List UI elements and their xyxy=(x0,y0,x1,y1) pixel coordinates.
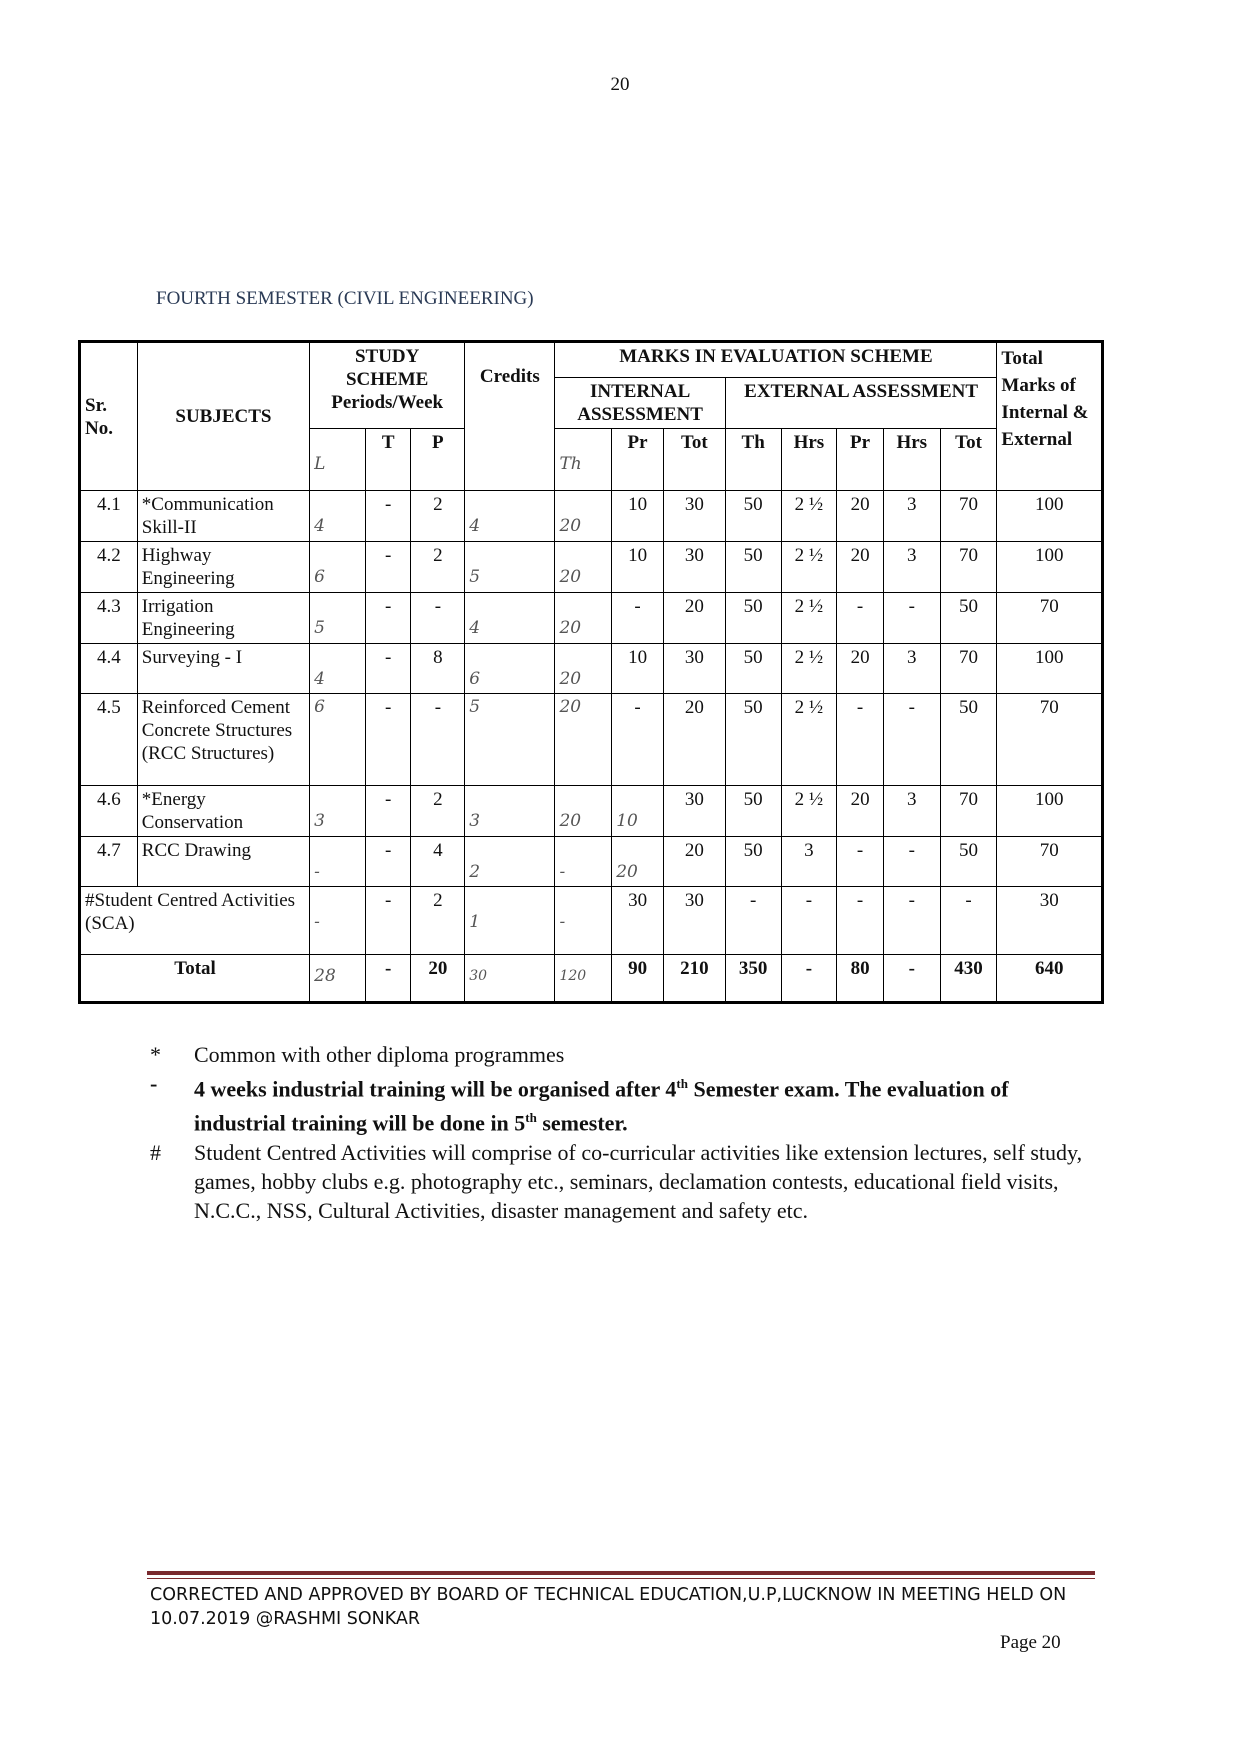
cell-int-pr: 10 xyxy=(612,491,664,542)
cell-ext-pr: 20 xyxy=(837,491,884,542)
sca-credits: 1 xyxy=(469,912,481,932)
sca-ext-hrs-2: - xyxy=(883,887,940,955)
cell-ext-tot: 50 xyxy=(940,593,997,644)
note-symbol: * xyxy=(150,1042,161,1067)
cell-P: 2 xyxy=(411,491,465,542)
cell-int-pr: 10 xyxy=(612,644,664,694)
cell-sr: 4.6 xyxy=(80,786,138,837)
note-training xyxy=(150,1069,1090,1138)
cell-L: 4 xyxy=(314,516,325,536)
total-int-tot: 210 xyxy=(663,955,725,1003)
cell-int-tot: 20 xyxy=(663,694,725,786)
cell-ext-hrs2: - xyxy=(883,694,940,786)
cell-ext-tot: 70 xyxy=(940,786,997,837)
cell-int-th: 20 xyxy=(559,618,582,638)
note-sca xyxy=(150,1138,1090,1225)
cell-int-tot: 30 xyxy=(663,786,725,837)
cell-ext-tot: 70 xyxy=(940,542,997,593)
cell-int-th: 20 xyxy=(559,669,582,689)
total-row xyxy=(80,955,1103,1003)
cell-int-th: 20 xyxy=(559,567,582,587)
footer-text: CORRECTED AND APPROVED BY BOARD OF TECHNICAL EDUCATION,U.P,LUCKNOW IN MEETING HELD ON 10.07.2019 @RASHMI SONKAR xyxy=(150,1585,1067,1629)
cell-sr: 4.1 xyxy=(80,491,138,542)
cell-T: - xyxy=(365,837,411,887)
cell-int-pr: 20 xyxy=(616,862,638,882)
total-l: 28 xyxy=(314,966,336,986)
cell-ext-hrs1: 2 ½ xyxy=(781,491,837,542)
cell-T: - xyxy=(365,786,411,837)
cell-credits: 5 xyxy=(469,697,481,717)
cell-ext-hrs2: 3 xyxy=(883,542,940,593)
header-ext-th: Th xyxy=(725,429,781,491)
cell-subject: Highway Engineering xyxy=(137,542,309,593)
cell-ext-tot: 50 xyxy=(940,837,997,887)
footer-rule xyxy=(147,1571,1095,1575)
table-row xyxy=(80,491,1103,542)
cell-ext-hrs1: 3 xyxy=(781,837,837,887)
cell-L: 5 xyxy=(314,618,325,638)
evaluation-scheme-table xyxy=(78,340,1104,1004)
cell-L: 6 xyxy=(314,567,325,587)
cell-credits: 4 xyxy=(469,516,481,536)
cell-sr: 4.4 xyxy=(80,644,138,694)
cell-L: - xyxy=(314,862,320,882)
cell-total: 70 xyxy=(997,694,1103,786)
header-credits: Credits xyxy=(465,342,555,491)
cell-sr: 4.5 xyxy=(80,694,138,786)
cell-P: 4 xyxy=(411,837,465,887)
header-internal: INTERNAL ASSESSMENT xyxy=(555,378,725,429)
sca-int-tot: 30 xyxy=(663,887,725,955)
cell-ext-th: 50 xyxy=(725,491,781,542)
cell-ext-hrs2: - xyxy=(883,837,940,887)
cell-total: 100 xyxy=(997,786,1103,837)
cell-ext-th: 50 xyxy=(725,786,781,837)
cell-int-pr: - xyxy=(612,593,664,644)
cell-T: - xyxy=(365,694,411,786)
cell-ext-tot: 70 xyxy=(940,491,997,542)
cell-L: 4 xyxy=(314,669,325,689)
header-total-marks: Total Marks of Internal & External xyxy=(997,342,1103,491)
cell-L: 6 xyxy=(314,697,325,717)
header-int-tot: Tot xyxy=(663,429,725,491)
cell-int-tot: 20 xyxy=(663,837,725,887)
table-row xyxy=(80,694,1103,786)
header-subjects: SUBJECTS xyxy=(137,342,309,491)
note-symbol: - xyxy=(150,1071,158,1096)
page-number-top: 20 xyxy=(610,74,630,95)
cell-total: 70 xyxy=(997,593,1103,644)
cell-subject: Surveying - I xyxy=(137,644,309,694)
cell-int-pr: 10 xyxy=(616,811,638,831)
cell-P: 2 xyxy=(411,542,465,593)
total-int-th: 120 xyxy=(559,968,587,984)
sca-t: - xyxy=(365,887,411,955)
table-row xyxy=(80,593,1103,644)
header-ext-hrs: Hrs xyxy=(781,429,837,491)
total-p: 20 xyxy=(411,955,465,1003)
cell-credits: 4 xyxy=(469,618,481,638)
note-symbol: # xyxy=(150,1139,161,1165)
cell-ext-hrs1: 2 ½ xyxy=(781,786,837,837)
cell-T: - xyxy=(365,644,411,694)
note-text: Common with other diploma programmes xyxy=(194,1042,565,1067)
cell-total: 100 xyxy=(997,542,1103,593)
cell-int-pr: 10 xyxy=(612,542,664,593)
cell-ext-pr: - xyxy=(837,593,884,644)
cell-subject: *Communication Skill-II xyxy=(137,491,309,542)
sca-l: - xyxy=(314,912,320,932)
cell-total: 100 xyxy=(997,644,1103,694)
total-ext-pr: 80 xyxy=(837,955,884,1003)
sca-total: 30 xyxy=(997,887,1103,955)
cell-T: - xyxy=(365,542,411,593)
total-int-pr: 90 xyxy=(612,955,664,1003)
note-text: 4 weeks industrial training will be organised after 4th Semester exam. The evaluation of industrial training will be done in 5th semester. xyxy=(194,1076,1009,1136)
cell-P: 8 xyxy=(411,644,465,694)
cell-ext-hrs1: 2 ½ xyxy=(781,694,837,786)
cell-ext-pr: - xyxy=(837,837,884,887)
sca-int-pr: 30 xyxy=(612,887,664,955)
total-ext-th: 350 xyxy=(725,955,781,1003)
cell-int-th: - xyxy=(559,862,566,882)
header-external: EXTERNAL ASSESSMENT xyxy=(725,378,997,429)
sca-ext-hrs: - xyxy=(781,887,837,955)
cell-P: 2 xyxy=(411,786,465,837)
notes xyxy=(150,1040,1090,1225)
cell-ext-tot: 70 xyxy=(940,644,997,694)
cell-credits: 5 xyxy=(469,567,481,587)
cell-total: 70 xyxy=(997,837,1103,887)
sca-p: 2 xyxy=(411,887,465,955)
table-row xyxy=(80,837,1103,887)
footer-page-number: Page 20 xyxy=(1000,1632,1061,1653)
cell-int-th: 20 xyxy=(559,811,582,831)
cell-total: 100 xyxy=(997,491,1103,542)
sca-ext-pr: - xyxy=(837,887,884,955)
header-ext-hrs-2: Hrs xyxy=(883,429,940,491)
table-row xyxy=(80,786,1103,837)
cell-int-tot: 30 xyxy=(663,491,725,542)
cell-T: - xyxy=(365,593,411,644)
cell-ext-pr: 20 xyxy=(837,644,884,694)
cell-sr: 4.7 xyxy=(80,837,138,887)
footer-rule-thin xyxy=(147,1578,1095,1579)
table-row xyxy=(80,542,1103,593)
cell-subject: Irrigation Engineering xyxy=(137,593,309,644)
cell-ext-th: 50 xyxy=(725,593,781,644)
cell-credits: 2 xyxy=(469,862,481,882)
header-int-pr: Pr xyxy=(612,429,664,491)
sca-ext-tot: - xyxy=(940,887,997,955)
total-grand: 640 xyxy=(997,955,1103,1003)
cell-ext-hrs2: 3 xyxy=(883,786,940,837)
cell-P: - xyxy=(411,694,465,786)
total-ext-tot: 430 xyxy=(940,955,997,1003)
subject-rows xyxy=(80,491,1103,887)
total-ext-hrs: - xyxy=(781,955,837,1003)
sca-subject: #Student Centred Activities (SCA) xyxy=(80,887,310,955)
cell-ext-pr: 20 xyxy=(837,786,884,837)
cell-credits: 6 xyxy=(469,669,481,689)
cell-ext-pr: 20 xyxy=(837,542,884,593)
cell-int-th: 20 xyxy=(559,516,582,536)
semester-title: FOURTH SEMESTER (CIVIL ENGINEERING) xyxy=(156,288,534,309)
header-ext-tot: Tot xyxy=(940,429,997,491)
header-t: T xyxy=(365,429,411,491)
cell-ext-hrs1: 2 ½ xyxy=(781,593,837,644)
cell-subject: RCC Drawing xyxy=(137,837,309,887)
cell-ext-hrs2: 3 xyxy=(883,491,940,542)
cell-int-tot: 30 xyxy=(663,542,725,593)
header-sr-no: Sr. No. xyxy=(80,342,138,491)
header-ext-pr: Pr xyxy=(837,429,884,491)
cell-ext-th: 50 xyxy=(725,644,781,694)
cell-ext-th: 50 xyxy=(725,694,781,786)
cell-ext-tot: 50 xyxy=(940,694,997,786)
header-l: L xyxy=(314,454,326,474)
cell-int-th: 20 xyxy=(559,697,582,717)
total-ext-hrs-2: - xyxy=(883,955,940,1003)
cell-ext-hrs1: 2 ½ xyxy=(781,542,837,593)
cell-ext-hrs2: 3 xyxy=(883,644,940,694)
cell-int-tot: 30 xyxy=(663,644,725,694)
cell-subject: *Energy Conservation xyxy=(137,786,309,837)
cell-P: - xyxy=(411,593,465,644)
cell-sr: 4.3 xyxy=(80,593,138,644)
total-label: Total xyxy=(80,955,310,1003)
header-marks-scheme: MARKS IN EVALUATION SCHEME xyxy=(555,342,997,378)
total-t: - xyxy=(365,955,411,1003)
sca-int-th: - xyxy=(559,912,566,932)
cell-L: 3 xyxy=(314,811,325,831)
sca-row xyxy=(80,887,1103,955)
cell-ext-th: 50 xyxy=(725,837,781,887)
table-row xyxy=(80,644,1103,694)
header-p: P xyxy=(411,429,465,491)
header-study-scheme: STUDY SCHEME Periods/Week xyxy=(310,342,465,429)
header-int-th: Th xyxy=(559,454,582,474)
cell-sr: 4.2 xyxy=(80,542,138,593)
cell-int-tot: 20 xyxy=(663,593,725,644)
sca-ext-th: - xyxy=(725,887,781,955)
note-text: Student Centred Activities will comprise of co-curricular activities like extension lectures, self study, games, hobby clubs e.g. photography etc., seminars, declamation contests, educational field visits, N.C.C., NSS, Cultural Activities, disaster management and safety etc. xyxy=(194,1139,1083,1223)
cell-ext-hrs1: 2 ½ xyxy=(781,644,837,694)
cell-T: - xyxy=(365,491,411,542)
cell-credits: 3 xyxy=(469,811,481,831)
cell-int-pr: - xyxy=(612,694,664,786)
total-credits: 30 xyxy=(469,968,488,984)
note-common xyxy=(150,1040,1090,1069)
cell-subject: Reinforced Cement Concrete Structures (RCC Structures) xyxy=(137,694,309,786)
cell-ext-th: 50 xyxy=(725,542,781,593)
cell-ext-hrs2: - xyxy=(883,593,940,644)
cell-ext-pr: - xyxy=(837,694,884,786)
